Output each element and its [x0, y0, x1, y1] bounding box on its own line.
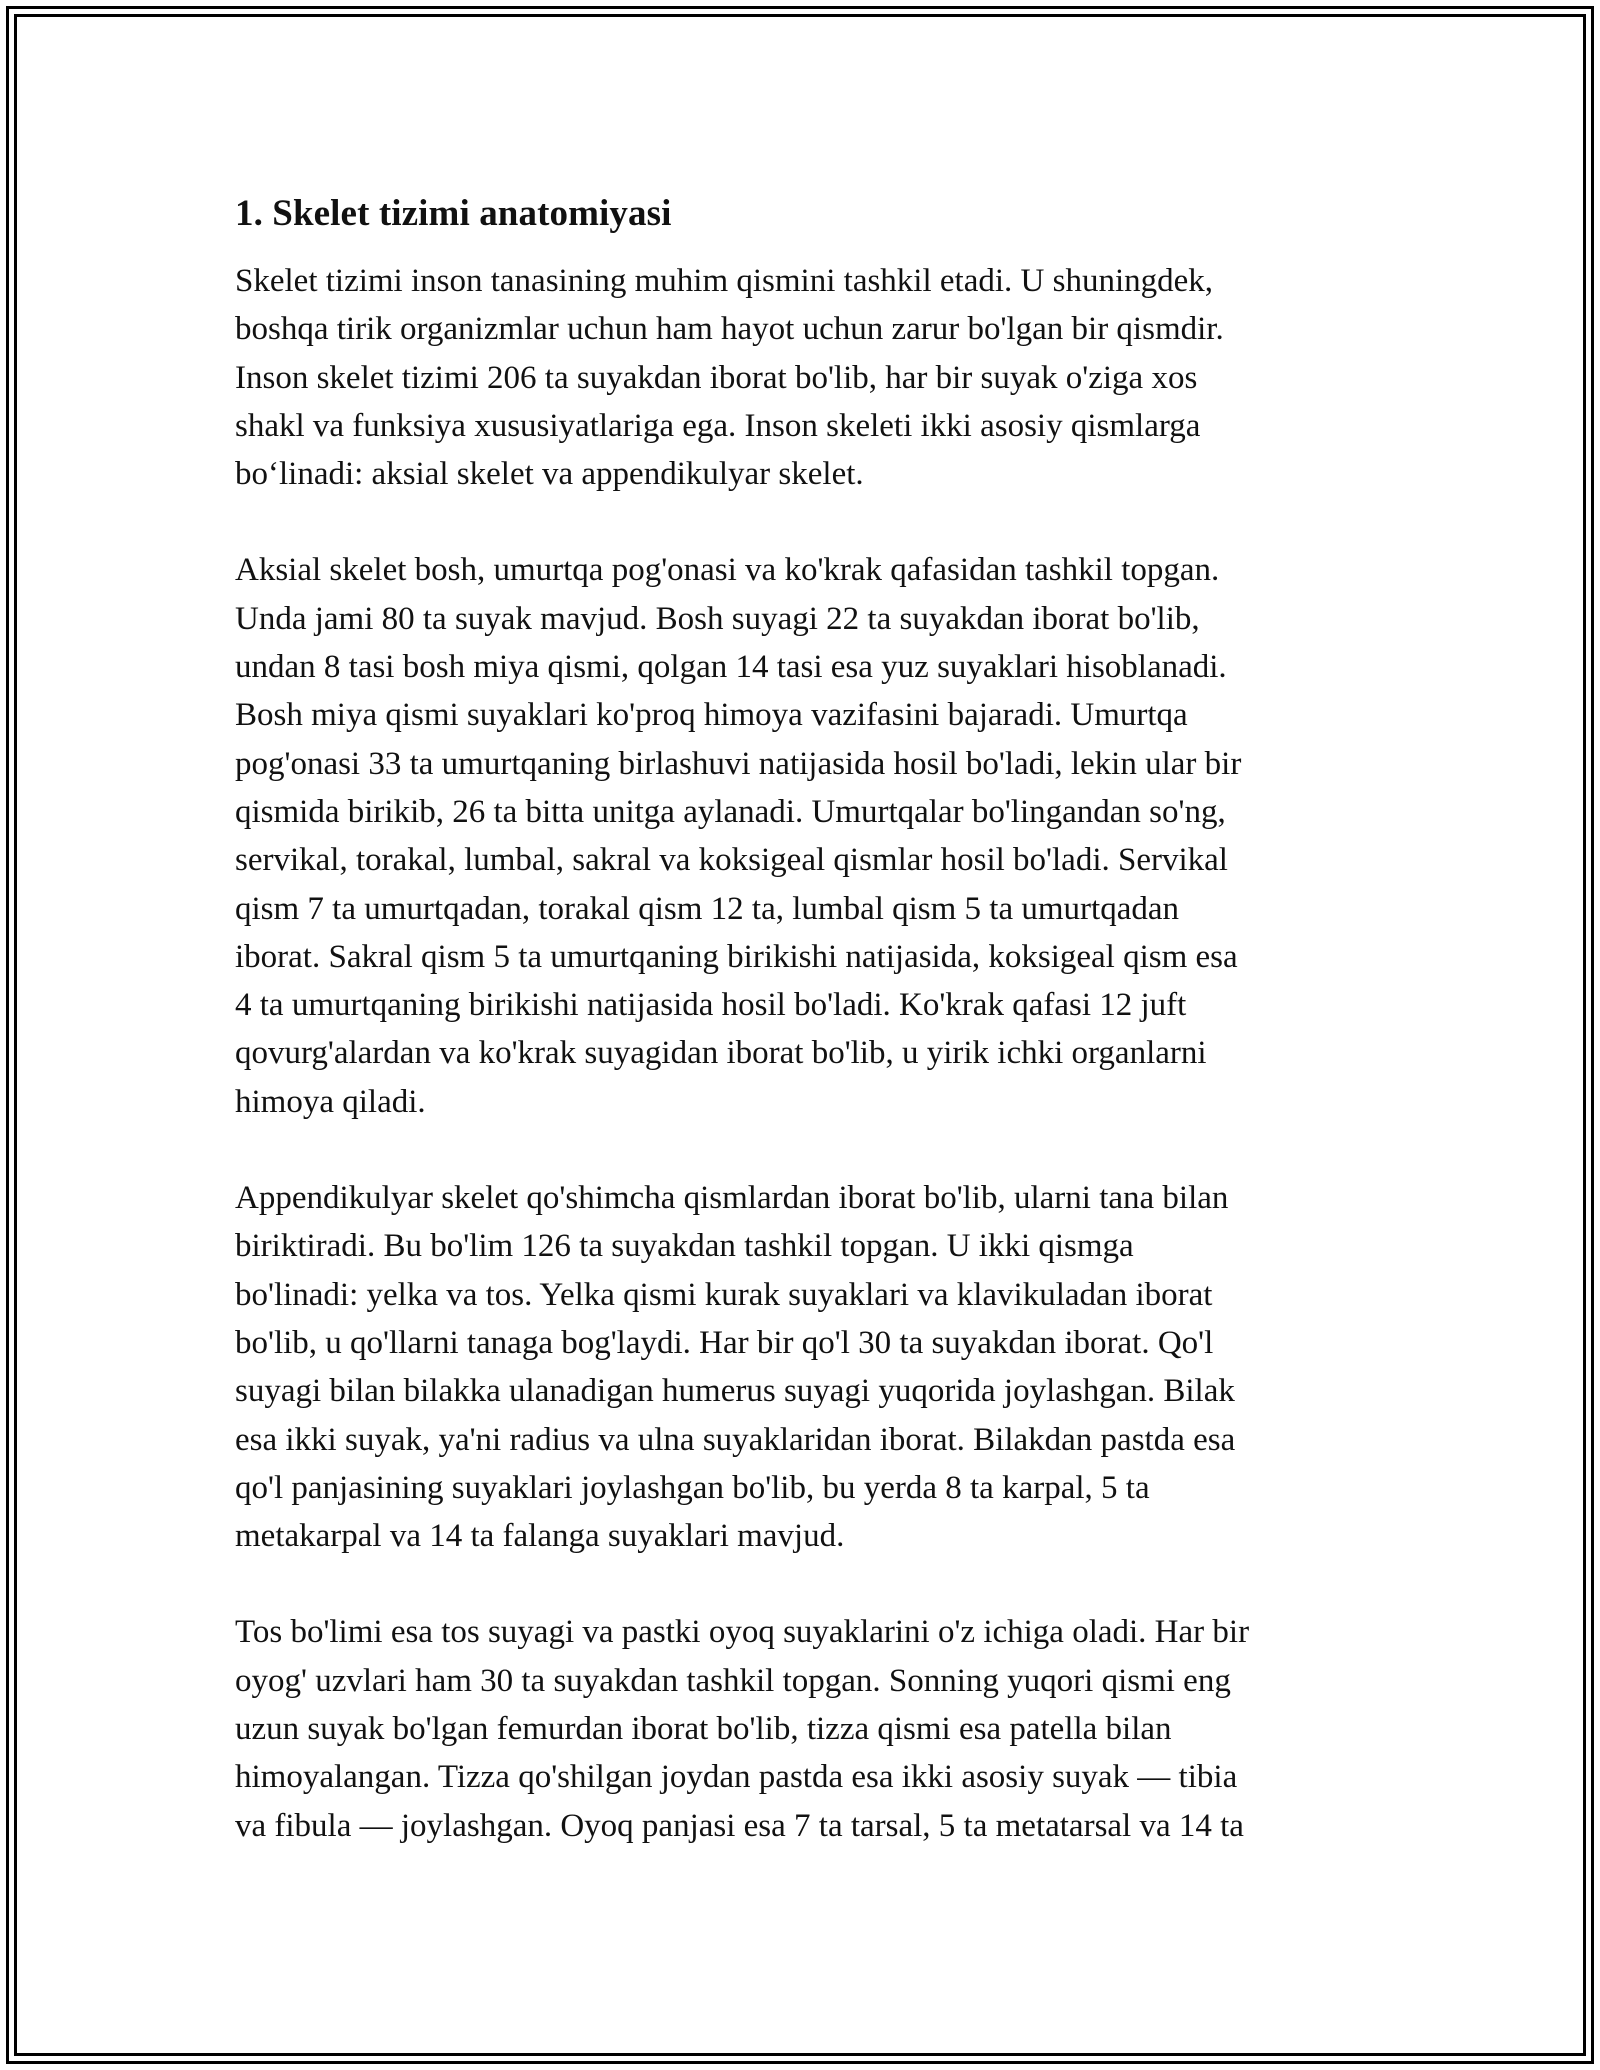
text-line: himoya qiladi.: [235, 1083, 426, 1120]
text-line: bo'linadi: yelka va tos. Yelka qismi kurak suyaklari va klavikuladan iborat: [235, 1276, 1213, 1313]
text-line: esa ikki suyak, ya'ni radius va ulna suyaklaridan iborat. Bilakdan pastda esa: [235, 1421, 1236, 1458]
paragraph-pelvis: [235, 1608, 1365, 1849]
text-line: qovurg'alardan va ko'krak suyagidan iborat bo'lib, u yirik ichki organlarni: [235, 1035, 1207, 1072]
text-line: oyog' uzvlari ham 30 ta suyakdan tashkil topgan. Sonning yuqori qismi eng: [235, 1662, 1231, 1699]
text-line: qo'l panjasining suyaklari joylashgan bo'lib, bu yerda 8 ta karpal, 5 ta: [235, 1469, 1150, 1506]
text-line: metakarpal va 14 ta falanga suyaklari mavjud.: [235, 1518, 845, 1555]
text-line: undan 8 tasi bosh miya qismi, qolgan 14 tasi esa yuz suyaklari hisoblanadi.: [235, 649, 1227, 686]
text-line: 4 ta umurtqaning birikishi natijasida hosil bo'ladi. Ko'krak qafasi 12 juft: [235, 987, 1187, 1024]
text-line: servikal, torakal, lumbal, sakral va koksigeal qismlar hosil bo'ladi. Servikal: [235, 842, 1228, 879]
text-line: qismida birikib, 26 ta bitta unitga aylanadi. Umurtqalar bo'lingandan so'ng,: [235, 793, 1226, 830]
text-line: Skelet tizimi inson tanasining muhim qismini tashkil etadi. U shuningdek,: [235, 263, 1214, 299]
text-line: Unda jami 80 ta suyak mavjud. Bosh suyagi 22 ta suyakdan iborat bo'lib,: [235, 600, 1200, 637]
section-heading: 1. Skelet tizimi anatomiyasi: [235, 193, 672, 234]
text-line: Aksial skelet bosh, umurtqa pog'onasi va ko'krak qafasidan tashkil topgan.: [235, 552, 1220, 589]
paragraph-appendicular-skeleton: [235, 1174, 1365, 1560]
text-line: bo'lib, u qo'llarni tanaga bog'laydi. Har bir qo'l 30 ta suyakdan iborat. Qo'l: [235, 1324, 1214, 1361]
text-line: suyagi bilan bilakka ulanadigan humerus suyagi yuqorida joylashgan. Bilak: [235, 1373, 1235, 1410]
text-line: va fibula — joylashgan. Oyoq panjasi esa 7 ta tarsal, 5 ta metatarsal va 14 ta: [235, 1807, 1244, 1844]
paragraph-axial-skeleton: [235, 546, 1365, 1126]
text-line: boshqa tirik organizmlar uchun ham hayot uchun zarur bo'lgan bir qismdir.: [235, 311, 1224, 348]
document-page: [235, 188, 1365, 1850]
text-line: pog'onasi 33 ta umurtqaning birlashuvi natijasida hosil bo'ladi, lekin ular bir: [235, 745, 1242, 782]
paragraph-intro: [235, 257, 1365, 498]
text-line: Appendikulyar skelet qo'shimcha qismlardan iborat bo'lib, ularni tana bilan: [235, 1180, 1229, 1217]
text-line: Bosh miya qismi suyaklari ko'proq himoya vazifasini bajaradi. Umurtqa: [235, 697, 1188, 734]
text-line: Tos bo'limi esa tos suyagi va pastki oyoq suyaklarini o'z ichiga oladi. Har bir: [235, 1614, 1250, 1651]
text-line: iborat. Sakral qism 5 ta umurtqaning birikishi natijasida, koksigeal qism esa: [235, 938, 1238, 975]
text-line: shakl va funksiya xususiyatlariga ega. Inson skeleti ikki asosiy qismlarga: [235, 407, 1201, 444]
text-line: Inson skelet tizimi 206 ta suyakdan iborat bo'lib, har bir suyak o'ziga xos: [235, 359, 1198, 396]
text-line: biriktiradi. Bu bo'lim 126 ta suyakdan tashkil topgan. U ikki qismga: [235, 1228, 1134, 1265]
text-line: bo‘linadi: aksial skelet va appendikulyar skelet.: [235, 456, 864, 493]
text-line: himoyalangan. Tizza qo'shilgan joydan pastda esa ikki asosiy suyak — tibia: [235, 1759, 1238, 1796]
text-line: qism 7 ta umurtqadan, torakal qism 12 ta, lumbal qism 5 ta umurtqadan: [235, 890, 1179, 927]
text-line: uzun suyak bo'lgan femurdan iborat bo'lib, tizza qismi esa patella bilan: [235, 1711, 1172, 1748]
